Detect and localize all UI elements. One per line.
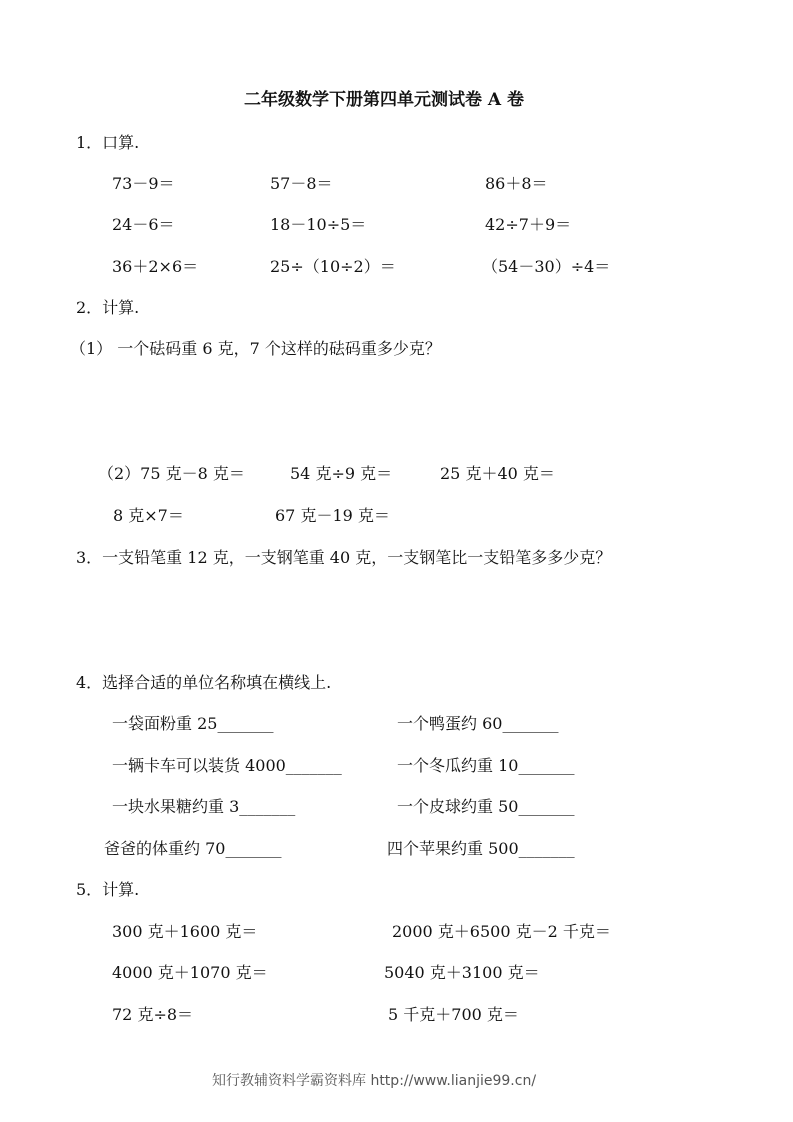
q2-heading: 2．计算. [76,298,140,317]
q1-item: 57－8＝ [270,174,333,193]
page-title: 二年级数学下册第四单元测试卷 A 卷 [244,90,525,110]
q4-heading: 4．选择合适的单位名称填在横线上. [76,673,332,692]
q1-item: 73－9＝ [112,174,175,193]
q1-item: 25÷（10÷2）＝ [270,257,396,276]
q5-heading: 5．计算. [76,880,140,899]
q1-item: 18－10÷5＝ [270,215,367,234]
q2-part2-item: 67 克－19 克＝ [275,506,390,525]
footer-watermark: 知行教辅资料学霸资料库 http://www.lianjie99.cn/ [212,1073,537,1089]
q4-item: 一辆卡车可以装货 4000_______ [112,756,342,775]
q4-item: 爸爸的体重约 70_______ [104,839,282,858]
q4-item: 一块水果糖约重 3_______ [112,797,296,816]
q5-item: 300 克＋1600 克＝ [112,922,258,941]
q5-item: 5 千克＋700 克＝ [388,1005,519,1024]
q1-item: 36＋2×6＝ [112,257,199,276]
q2-part2-item: 54 克÷9 克＝ [290,464,393,483]
q1-item: 86＋8＝ [485,174,548,193]
q1-item: 42÷7＋9＝ [485,215,572,234]
q5-item: 4000 克＋1070 克＝ [112,963,268,982]
q4-item: 四个苹果约重 500_______ [387,839,575,858]
q1-item: （54－30）÷4＝ [482,257,611,276]
q4-item: 一个皮球约重 50_______ [397,797,575,816]
q4-item: 一袋面粉重 25_______ [112,714,274,733]
q2-part2-item: 25 克＋40 克＝ [440,464,555,483]
q3-text: 3．一支铅笔重 12 克，一支钢笔重 40 克，一支钢笔比一支铅笔多多少克？ [76,548,612,567]
q2-part1: （1） 一个砝码重 6 克，7 个这样的砝码重多少克？ [70,339,441,358]
q2-part2-item: （2）75 克－8 克＝ [98,464,245,483]
q1-item: 24－6＝ [112,215,175,234]
q4-item: 一个鸭蛋约 60_______ [397,714,559,733]
q5-item: 5040 克＋3100 克＝ [384,963,540,982]
q4-item: 一个冬瓜约重 10_______ [397,756,575,775]
q5-item: 72 克÷8＝ [112,1005,194,1024]
q1-heading: 1．口算. [76,133,140,152]
q5-item: 2000 克＋6500 克－2 千克＝ [392,922,611,941]
q2-part2-item: 8 克×7＝ [113,506,184,525]
